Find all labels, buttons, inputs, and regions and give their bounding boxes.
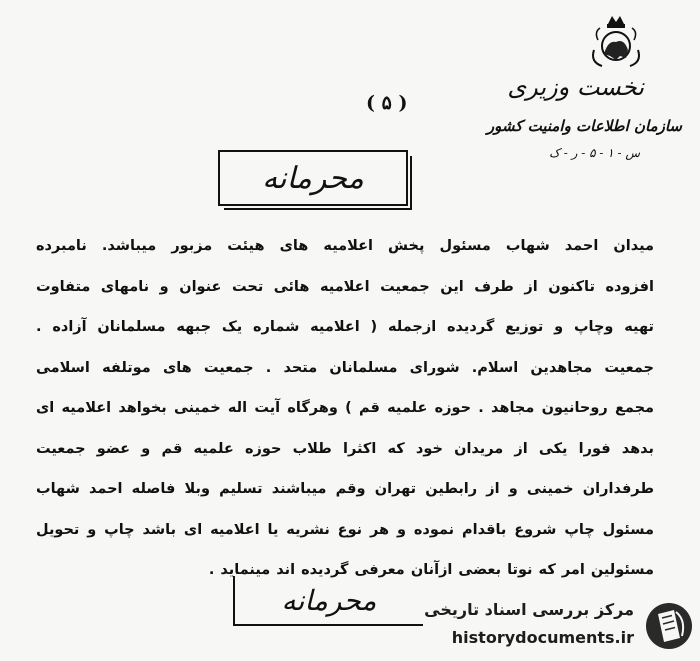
lion-and-sun-emblem-icon	[586, 10, 646, 72]
office-subtitle: سازمان اطلاعات وامنیت کشور	[486, 117, 682, 135]
confidential-stamp-bottom-label: محرمانه	[281, 583, 377, 617]
watermark-title: مرکز بررسی اسناد تاریخی	[424, 600, 634, 619]
body-line: طرفداران خمینی و از رابطین تهران وقم میباشند تسلیم وبلا فاصله احمد شهاب	[36, 481, 654, 497]
body-line: تهیه وچاپ و توزیع گردیده ازجمله ( اعلامیه شماره یک جبهه مسلمانان آزاده .	[36, 319, 654, 335]
confidential-stamp-top-label: محرمانه	[262, 160, 364, 196]
body-line: میدان احمد شهاب مسئول پخش اعلامیه های هیئت مزبور میباشد. نامبرده	[36, 238, 654, 254]
page-number: ( ۵ )	[366, 92, 408, 114]
body-line: افزوده تاکنون از طرف این جمعیت اعلامیه هائی تحت عنوان و نامهای متفاوت	[36, 278, 654, 295]
body-line: جمعیت مجاهدین اسلام. شورای مسلمانان متحد . جمعیت های موتلفه اسلامی	[36, 359, 654, 376]
body-line: مسئولین امر که نوتا بعضی ازآنان معرفی گردیده اند مینماید .	[208, 562, 654, 578]
watermark-logo	[374, 598, 694, 656]
body-line: مسئول چاپ شروع باقدام نموده و هر نوع نشریه یا اعلامیه ای باشد چاپ و تحویل	[36, 521, 654, 538]
reference-number: س - ۱ - ۵ - ر - ک	[549, 146, 640, 160]
body-line: مجمع روحانیون مجاهد . حوزه علمیه قم ) وهرگاه آیت اله خمینی بخواهد اعلامیه ای	[36, 400, 654, 416]
watermark-url: historydocuments.ir	[451, 628, 634, 647]
archive-logo-icon	[644, 600, 694, 652]
document-body	[36, 226, 654, 591]
confidential-stamp-top	[218, 150, 408, 206]
office-title: نخست وزیری	[507, 73, 644, 101]
body-line: بدهد فورا یکی از مریدان خود که اکثرا طلاب حوزه علمیه قم و عضو جمعیت	[36, 440, 654, 457]
